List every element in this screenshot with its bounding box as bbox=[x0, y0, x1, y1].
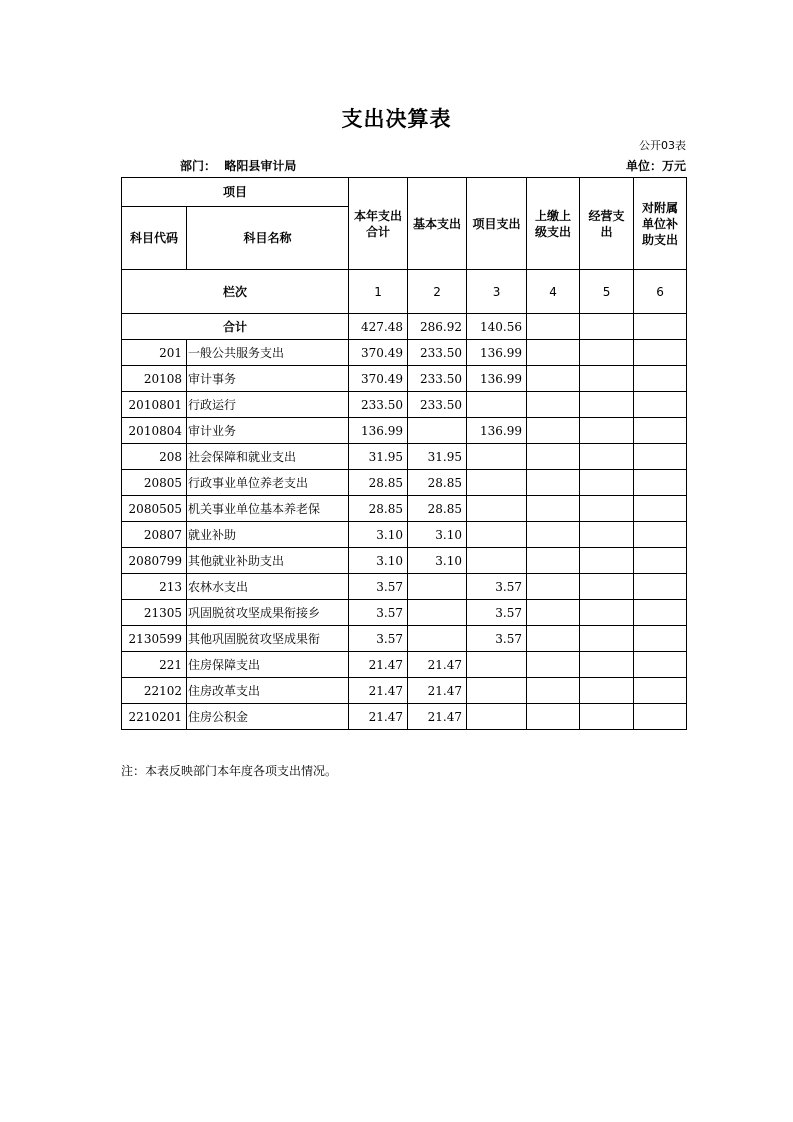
row-subsidiary bbox=[634, 366, 687, 392]
row-total: 370.49 bbox=[349, 366, 408, 392]
row-name: 行政运行 bbox=[187, 392, 349, 418]
row-code: 21305 bbox=[122, 600, 187, 626]
row-code: 20805 bbox=[122, 470, 187, 496]
row-project bbox=[467, 522, 527, 548]
row-total: 3.57 bbox=[349, 574, 408, 600]
row-total: 3.57 bbox=[349, 600, 408, 626]
row-name: 农林水支出 bbox=[187, 574, 349, 600]
row-basic: 3.10 bbox=[408, 522, 467, 548]
header-basic: 基本支出 bbox=[408, 178, 467, 270]
row-basic bbox=[408, 574, 467, 600]
footnote: 注：本表反映部门本年度各项支出情况。 bbox=[121, 764, 338, 778]
unit-label: 单位：万元 bbox=[625, 159, 686, 173]
row-upper bbox=[527, 340, 580, 366]
row-project bbox=[467, 496, 527, 522]
row-total: 136.99 bbox=[349, 418, 408, 444]
row-basic: 3.10 bbox=[408, 548, 467, 574]
row-basic bbox=[408, 600, 467, 626]
row-upper bbox=[527, 522, 580, 548]
page-title: 支出决算表 bbox=[341, 107, 452, 131]
row-subsidiary bbox=[634, 496, 687, 522]
row-code: 22102 bbox=[122, 678, 187, 704]
row-name: 社会保障和就业支出 bbox=[187, 444, 349, 470]
row-name: 一般公共服务支出 bbox=[187, 340, 349, 366]
row-upper bbox=[527, 418, 580, 444]
row-project bbox=[467, 444, 527, 470]
row-upper bbox=[527, 496, 580, 522]
table-row bbox=[122, 496, 687, 522]
table-row bbox=[122, 704, 687, 730]
row-subsidiary bbox=[634, 704, 687, 730]
table-row bbox=[122, 626, 687, 652]
row-project bbox=[467, 678, 527, 704]
row-business bbox=[580, 574, 634, 600]
row-subsidiary bbox=[634, 600, 687, 626]
row-total: 31.95 bbox=[349, 444, 408, 470]
row-code: 2080505 bbox=[122, 496, 187, 522]
row-code: 20108 bbox=[122, 366, 187, 392]
table-row bbox=[122, 522, 687, 548]
row-business bbox=[580, 548, 634, 574]
row-upper bbox=[527, 548, 580, 574]
row-total: 3.57 bbox=[349, 626, 408, 652]
row-subsidiary bbox=[634, 340, 687, 366]
row-project: 3.57 bbox=[467, 574, 527, 600]
expenditure-table bbox=[121, 177, 687, 730]
header-upper: 上缴上级支出 bbox=[527, 178, 580, 270]
table-row bbox=[122, 678, 687, 704]
row-basic: 28.85 bbox=[408, 470, 467, 496]
table-row bbox=[122, 418, 687, 444]
row-subsidiary bbox=[634, 444, 687, 470]
row-basic: 233.50 bbox=[408, 392, 467, 418]
row-name: 审计业务 bbox=[187, 418, 349, 444]
row-project: 136.99 bbox=[467, 366, 527, 392]
row-code: 2210201 bbox=[122, 704, 187, 730]
column-number: 4 bbox=[527, 270, 580, 314]
row-code: 2010804 bbox=[122, 418, 187, 444]
header-code: 科目代码 bbox=[122, 207, 187, 270]
row-code: 2080799 bbox=[122, 548, 187, 574]
row-upper bbox=[527, 626, 580, 652]
row-subsidiary bbox=[634, 678, 687, 704]
row-upper bbox=[527, 392, 580, 418]
row-name: 住房公积金 bbox=[187, 704, 349, 730]
table-row bbox=[122, 574, 687, 600]
row-business bbox=[580, 340, 634, 366]
row-code: 201 bbox=[122, 340, 187, 366]
row-code: 20807 bbox=[122, 522, 187, 548]
row-total: 3.10 bbox=[349, 548, 408, 574]
row-business bbox=[580, 496, 634, 522]
row-total: 3.10 bbox=[349, 522, 408, 548]
row-subsidiary bbox=[634, 470, 687, 496]
row-business bbox=[580, 392, 634, 418]
row-basic bbox=[408, 418, 467, 444]
row-name: 其他巩固脱贫攻坚成果衔 bbox=[187, 626, 349, 652]
row-project bbox=[467, 652, 527, 678]
row-name: 巩固脱贫攻坚成果衔接乡 bbox=[187, 600, 349, 626]
row-total: 28.85 bbox=[349, 470, 408, 496]
row-basic: 233.50 bbox=[408, 366, 467, 392]
row-upper bbox=[527, 704, 580, 730]
row-subsidiary bbox=[634, 522, 687, 548]
header-business: 经营支出 bbox=[580, 178, 634, 270]
row-project: 3.57 bbox=[467, 600, 527, 626]
row-project: 3.57 bbox=[467, 626, 527, 652]
row-code: 213 bbox=[122, 574, 187, 600]
row-business bbox=[580, 704, 634, 730]
row-name: 住房保障支出 bbox=[187, 652, 349, 678]
row-project bbox=[467, 470, 527, 496]
total-project: 140.56 bbox=[467, 314, 527, 340]
row-subsidiary bbox=[634, 548, 687, 574]
row-total: 370.49 bbox=[349, 340, 408, 366]
row-basic: 21.47 bbox=[408, 704, 467, 730]
department-name: 略阳县审计局 bbox=[224, 159, 297, 173]
header-name: 科目名称 bbox=[187, 207, 349, 270]
row-project bbox=[467, 392, 527, 418]
row-business bbox=[580, 418, 634, 444]
row-upper bbox=[527, 678, 580, 704]
row-name: 审计事务 bbox=[187, 366, 349, 392]
row-code: 208 bbox=[122, 444, 187, 470]
row-total: 28.85 bbox=[349, 496, 408, 522]
header-subsidiary: 对附属单位补助支出 bbox=[634, 178, 687, 270]
row-project bbox=[467, 548, 527, 574]
total-amount: 427.48 bbox=[349, 314, 408, 340]
row-business bbox=[580, 626, 634, 652]
header-item: 项目 bbox=[122, 178, 349, 207]
header-project: 项目支出 bbox=[467, 178, 527, 270]
row-project bbox=[467, 704, 527, 730]
table-row bbox=[122, 340, 687, 366]
row-upper bbox=[527, 470, 580, 496]
total-label: 合计 bbox=[122, 314, 349, 340]
table-row bbox=[122, 366, 687, 392]
table-row bbox=[122, 444, 687, 470]
department-label: 部门： bbox=[180, 159, 217, 173]
row-subsidiary bbox=[634, 626, 687, 652]
department-info bbox=[180, 157, 296, 174]
row-subsidiary bbox=[634, 574, 687, 600]
column-number: 5 bbox=[580, 270, 634, 314]
row-basic: 233.50 bbox=[408, 340, 467, 366]
column-number: 2 bbox=[408, 270, 467, 314]
row-code: 221 bbox=[122, 652, 187, 678]
row-basic: 28.85 bbox=[408, 496, 467, 522]
table-row bbox=[122, 470, 687, 496]
row-subsidiary bbox=[634, 418, 687, 444]
row-basic: 31.95 bbox=[408, 444, 467, 470]
row-name: 就业补助 bbox=[187, 522, 349, 548]
row-name: 行政事业单位养老支出 bbox=[187, 470, 349, 496]
row-total: 21.47 bbox=[349, 678, 408, 704]
table-row bbox=[122, 548, 687, 574]
row-name: 其他就业补助支出 bbox=[187, 548, 349, 574]
row-upper bbox=[527, 652, 580, 678]
header-column-label: 栏次 bbox=[122, 270, 349, 314]
row-business bbox=[580, 678, 634, 704]
row-upper bbox=[527, 444, 580, 470]
row-total: 21.47 bbox=[349, 652, 408, 678]
row-name: 机关事业单位基本养老保 bbox=[187, 496, 349, 522]
row-upper bbox=[527, 366, 580, 392]
total-basic: 286.92 bbox=[408, 314, 467, 340]
row-subsidiary bbox=[634, 392, 687, 418]
table-row bbox=[122, 392, 687, 418]
row-business bbox=[580, 366, 634, 392]
row-business bbox=[580, 652, 634, 678]
column-number: 6 bbox=[634, 270, 687, 314]
table-row bbox=[122, 600, 687, 626]
column-number: 1 bbox=[349, 270, 408, 314]
row-project: 136.99 bbox=[467, 418, 527, 444]
row-business bbox=[580, 444, 634, 470]
row-basic: 21.47 bbox=[408, 678, 467, 704]
row-business bbox=[580, 470, 634, 496]
row-basic bbox=[408, 626, 467, 652]
column-number: 3 bbox=[467, 270, 527, 314]
row-code: 2010801 bbox=[122, 392, 187, 418]
row-basic: 21.47 bbox=[408, 652, 467, 678]
row-code: 2130599 bbox=[122, 626, 187, 652]
row-name: 住房改革支出 bbox=[187, 678, 349, 704]
total-row bbox=[122, 314, 687, 340]
row-subsidiary bbox=[634, 652, 687, 678]
table-row bbox=[122, 652, 687, 678]
row-project: 136.99 bbox=[467, 340, 527, 366]
row-business bbox=[580, 522, 634, 548]
row-upper bbox=[527, 574, 580, 600]
row-business bbox=[580, 600, 634, 626]
table-code: 公开03表 bbox=[639, 139, 686, 152]
header-total: 本年支出合计 bbox=[349, 178, 408, 270]
row-total: 21.47 bbox=[349, 704, 408, 730]
row-upper bbox=[527, 600, 580, 626]
row-total: 233.50 bbox=[349, 392, 408, 418]
